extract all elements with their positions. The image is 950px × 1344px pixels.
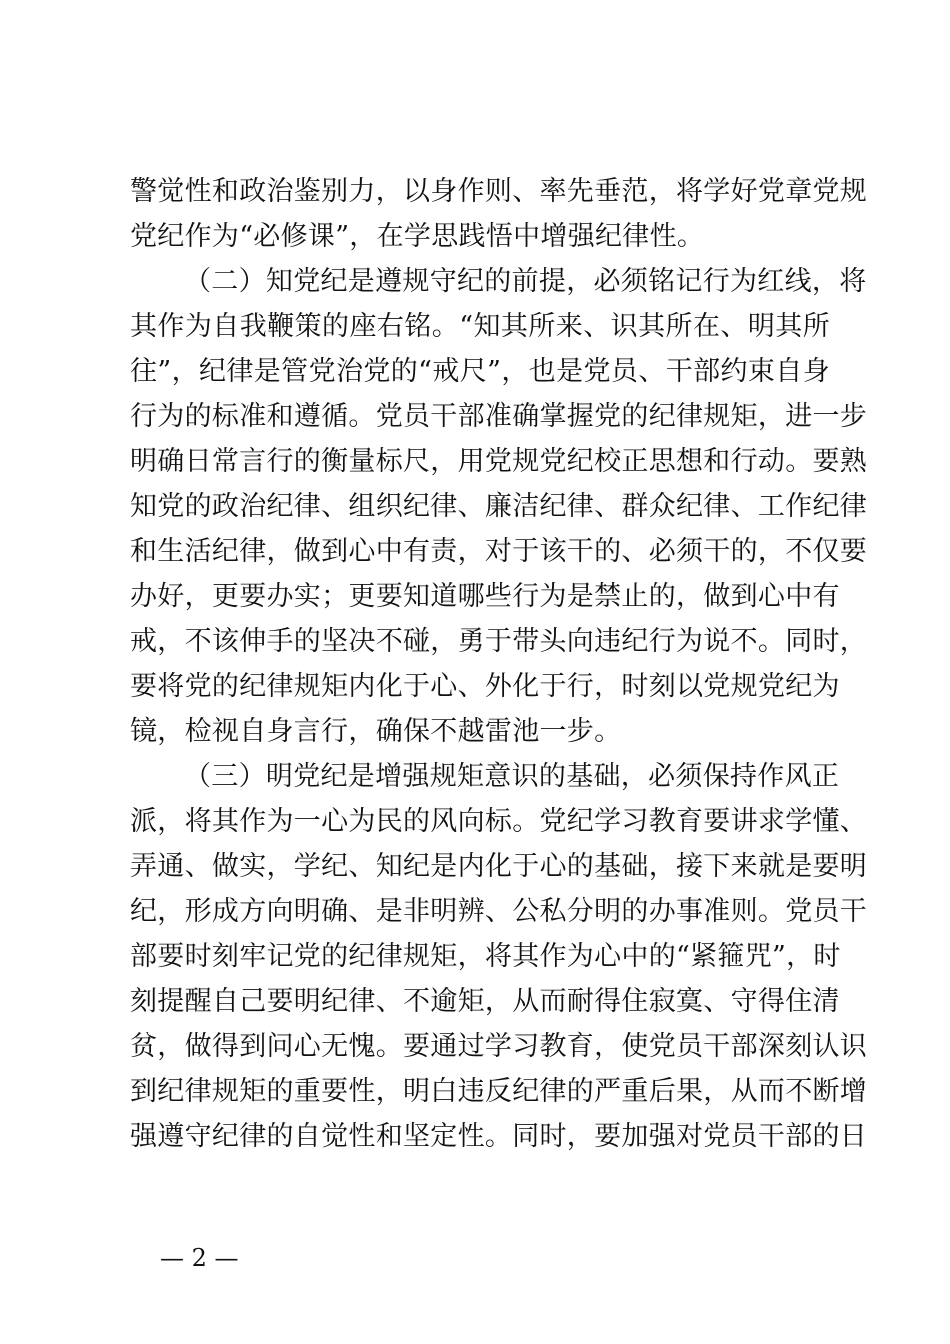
body-text-line: 往”，纪律是管党治党的“戒尺”，也是党员、干部约束自身 xyxy=(130,356,830,387)
body-text-line: 贫，做得到问心无愧。要通过学习教育，使党员干部深刻认识 xyxy=(130,1031,868,1062)
body-text-line: 知党的政治纪律、组织纪律、廉洁纪律、群众纪律、工作纪律 xyxy=(130,491,868,522)
body-text-line: 部要时刻牢记党的纪律规矩，将其作为心中的“紧箍咒”，时 xyxy=(130,941,841,972)
body-text-line: 警觉性和政治鉴别力，以身作则、率先垂范，将学好党章党规 xyxy=(130,176,868,207)
paragraph-2-first-line: （二）知党纪是遵规守纪的前提，必须铭记行为红线，将 xyxy=(184,266,867,297)
body-text-line: 其作为自我鞭策的座右铭。“知其所来、识其所在、明其所 xyxy=(130,311,830,342)
body-text-line: 办好，更要办实；更要知道哪些行为是禁止的，做到心中有 xyxy=(130,581,840,612)
body-text-line: 行为的标准和遵循。党员干部准确掌握党的纪律规矩，进一步 xyxy=(130,401,868,432)
body-text-line: 刻提醒自己要明纪律、不逾矩，从而耐得住寂寞、守得住清 xyxy=(130,986,840,1017)
body-text-line: 强遵守纪律的自觉性和坚定性。同时，要加强对党员干部的日 xyxy=(130,1121,868,1152)
body-text-line: 明确日常言行的衡量标尺，用党规党纪校正思想和行动。要熟 xyxy=(130,446,868,477)
body-text-line: 要将党的纪律规矩内化于心、外化于行，时刻以党规党纪为 xyxy=(130,671,840,702)
body-text-line: 戒，不该伸手的坚决不碰，勇于带头向违纪行为说不。同时， xyxy=(130,626,868,657)
body-text-line: 到纪律规矩的重要性，明白违反纪律的严重后果，从而不断增 xyxy=(130,1076,868,1107)
body-text-line: 纪，形成方向明确、是非明辨、公私分明的办事准则。党员干 xyxy=(130,896,868,927)
page-number: — 2 — xyxy=(160,1244,239,1272)
body-text-line: 镜，检视自身言行，确保不越雷池一步。 xyxy=(130,716,622,747)
body-text-line: 和生活纪律，做到心中有责，对于该干的、必须干的，不仅要 xyxy=(130,536,868,567)
paragraph-3-first-line: （三）明党纪是增强规矩意识的基础，必须保持作风正 xyxy=(184,761,840,792)
body-text-line: 弄通、做实，学纪、知纪是内化于心的基础，接下来就是要明 xyxy=(130,851,868,882)
body-text-line: 党纪作为“必修课”，在学思践悟中增强纪律性。 xyxy=(130,221,705,252)
body-text-line: 派，将其作为一心为民的风向标。党纪学习教育要讲求学懂、 xyxy=(130,806,868,837)
